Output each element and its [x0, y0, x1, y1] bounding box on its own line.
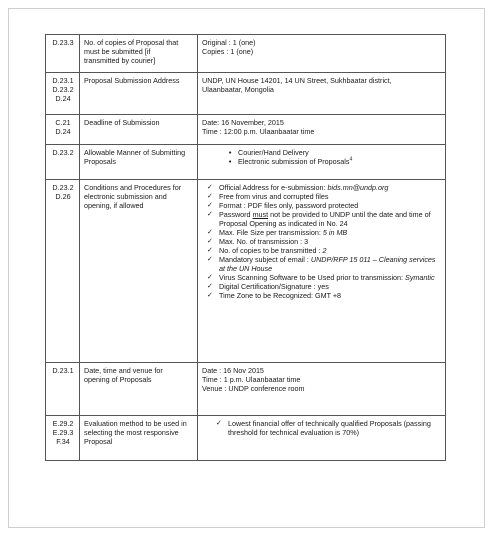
list-item: ✓ Virus Scanning Software to be Used prior to transmission: Symantic: [207, 273, 435, 282]
row-description: Deadline of Submission: [80, 115, 198, 145]
row-description: Allowable Manner of Submitting Proposals: [80, 145, 198, 180]
submission-manner-list: [202, 148, 442, 166]
list-item: ✓ Lowest financial offer of technically qualified Proposals (passing threshold for technical evaluation is 70%): [216, 419, 431, 437]
row-value: Date : 16 Nov 2015 Time : 1 p.m. Ulaanbaatar time Venue : UNDP conference room: [198, 363, 446, 416]
checkmark-icon: ✓: [207, 273, 213, 281]
row-value: UNDP, UN House 14201, 14 UN Street, Sukhbaatar district, Ulaanbaatar, Mongolia: [198, 73, 446, 115]
table-row: [46, 35, 446, 73]
list-item: ✓ Format : PDF files only, password protected: [207, 201, 359, 210]
row-value: [198, 180, 446, 363]
checkmark-icon: ✓: [207, 246, 213, 254]
list-item: ✓ Password must not be provided to UNDP until the date and time of Proposal Opening as indicated in No. 24: [207, 210, 431, 228]
checkmark-icon: ✓: [207, 192, 213, 200]
table-row: [46, 73, 446, 115]
checkmark-icon: ✓: [207, 291, 213, 299]
checkmark-icon: ✓: [207, 183, 213, 191]
table-row: [46, 363, 446, 416]
bullet-icon: •: [228, 148, 233, 157]
list-item: ✓ Mandatory subject of email : UNDP/RFP 15 011 – Cleaning services at the UN House: [207, 255, 436, 273]
checkmark-icon: ✓: [207, 201, 213, 209]
list-item: ✓ No. of copies to be transmitted : 2: [207, 246, 327, 255]
checkmark-icon: ✓: [216, 419, 222, 427]
list-item: ✓ Free from virus and corrupted files: [207, 192, 329, 201]
row-ref: D.23.2 D.26: [46, 180, 80, 363]
list-item: ✓ Time Zone to be Recognized: GMT +8: [207, 291, 342, 300]
e-submission-conditions-list: [202, 183, 442, 300]
checkmark-icon: ✓: [207, 210, 213, 218]
row-ref: C.21 D.24: [46, 115, 80, 145]
row-value: Original : 1 (one) Copies : 1 (one): [198, 35, 446, 73]
row-value: Date: 16 November, 2015 Time : 12:00 p.m. Ulaanbaatar time: [198, 115, 446, 145]
row-ref: D.23.1 D.23.2 D.24: [46, 73, 80, 115]
list-item: ✓ Digital Certification/Signature : yes: [207, 282, 329, 291]
checkmark-icon: ✓: [207, 282, 213, 290]
list-item: ✓ Max. No. of transmission : 3: [207, 237, 309, 246]
table-row: [46, 145, 446, 180]
row-description: Proposal Submission Address: [80, 73, 198, 115]
row-description: Evaluation method to be used in selecting the most responsive Proposal: [80, 416, 198, 461]
row-description: Conditions and Procedures for electronic submission and opening, if allowed: [80, 180, 198, 363]
email-address: bids.mn@undp.org: [327, 183, 389, 192]
row-ref: D.23.2: [46, 145, 80, 180]
row-ref: E.29.2 E.29.3 F.34: [46, 416, 80, 461]
table-row: [46, 115, 446, 145]
footnote-marker: 4: [349, 156, 353, 163]
table-row: [46, 180, 446, 363]
table-row: [46, 416, 446, 461]
list-item: ✓ Max. File Size per transmission: 5 in MB: [207, 228, 348, 237]
row-ref: D.23.1: [46, 363, 80, 416]
list-item: • Electronic submission of Proposals$^4$: [228, 156, 353, 166]
row-value: [198, 145, 446, 180]
checkmark-icon: ✓: [207, 228, 213, 236]
checkmark-icon: ✓: [207, 237, 213, 245]
row-description: Date, time and venue for opening of Proposals: [80, 363, 198, 416]
data-sheet-table: [45, 34, 446, 461]
evaluation-method-list: [202, 419, 442, 437]
list-item: • Courier/Hand Delivery: [228, 148, 309, 157]
checkmark-icon: ✓: [207, 255, 213, 263]
list-item: ✓ Official Address for e-submission: bids.mn@undp.org: [207, 183, 389, 192]
row-value: [198, 416, 446, 461]
row-description: No. of copies of Proposal that must be submitted [if transmitted by courier]: [80, 35, 198, 73]
bullet-icon: •: [228, 157, 233, 166]
row-ref: D.23.3: [46, 35, 80, 73]
